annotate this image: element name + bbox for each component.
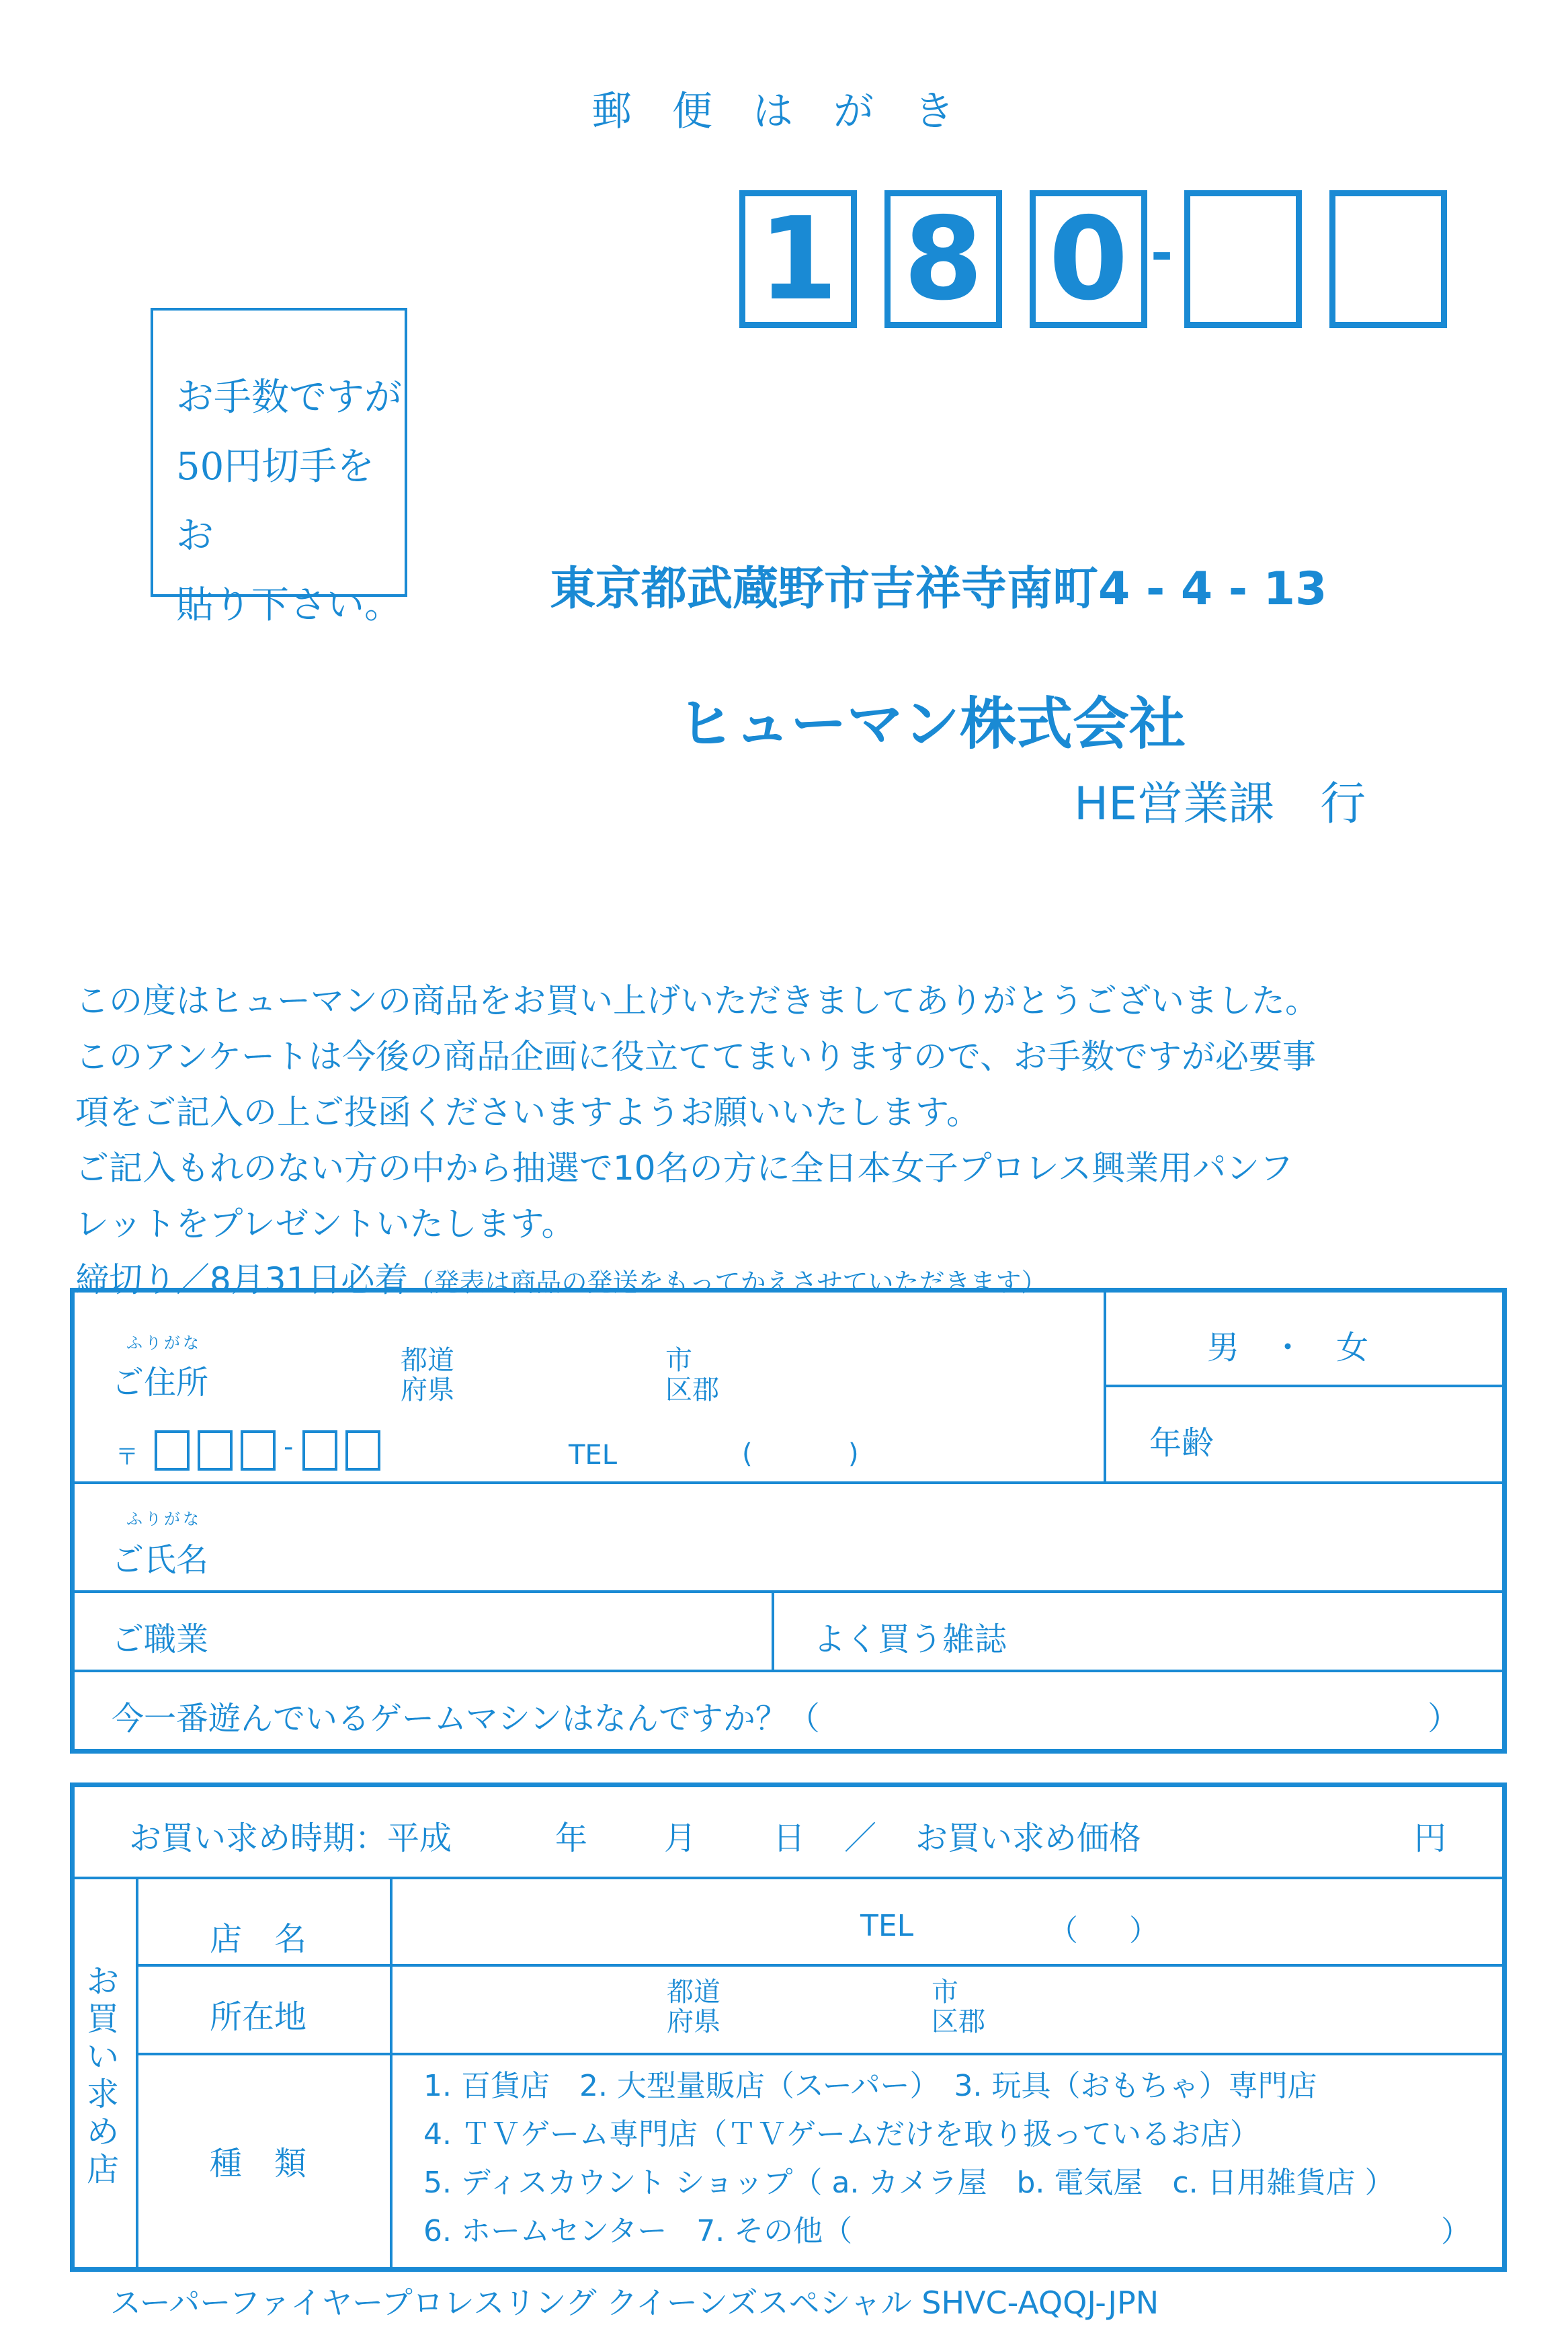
intro-line: ご記入もれのない方の中から抽選で10名の方に全日本女子プロレス興業用パンフ bbox=[75, 1149, 1294, 1188]
zip-digit-box: 0 bbox=[1030, 190, 1147, 328]
stamp-note-line: 貼り下さい。 bbox=[176, 583, 402, 627]
zip-dash: - bbox=[1151, 222, 1173, 284]
name-label[interactable]: ご氏名 bbox=[112, 1541, 209, 1579]
divider bbox=[772, 1590, 774, 1671]
postal-code-box[interactable] bbox=[155, 1430, 190, 1471]
title-char: き bbox=[914, 88, 954, 135]
purchase-date-label: お買い求め時期：平成 bbox=[129, 1819, 452, 1857]
age-label[interactable]: 年齢 bbox=[1149, 1424, 1214, 1462]
year-label[interactable]: 年 bbox=[555, 1819, 588, 1857]
deadline: 締切り／8月31日必着 bbox=[75, 1260, 409, 1299]
store-type-option[interactable]: 4. ＴＶゲーム専門店（ＴＶゲームだけを取り扱っているお店） bbox=[423, 2117, 1260, 2152]
zip-empty-box[interactable] bbox=[1329, 190, 1447, 328]
divider bbox=[70, 1481, 1507, 1484]
tel-label: TEL bbox=[860, 1909, 914, 1943]
job-label[interactable]: ご職業 bbox=[112, 1621, 209, 1658]
recipient-address: 東京都武蔵野市吉祥寺南町4 - 4 - 13 bbox=[550, 563, 1327, 616]
title-char: が bbox=[833, 88, 874, 135]
store-side-char: め bbox=[86, 2113, 119, 2151]
stamp-note-line: お手数ですが bbox=[176, 376, 402, 419]
recipient-company: ヒューマン株式会社 bbox=[677, 691, 1186, 757]
divider bbox=[136, 1877, 138, 2272]
pref-label-line: 府県 bbox=[667, 2006, 720, 2037]
yen-label[interactable]: 円 bbox=[1414, 1819, 1447, 1857]
pref-label-line: 府県 bbox=[401, 1375, 454, 1405]
day-label[interactable]: 日 bbox=[773, 1819, 806, 1857]
city-label-line: 区郡 bbox=[665, 1375, 719, 1405]
gender-options[interactable]: 男 ・ 女 bbox=[1207, 1329, 1369, 1366]
city-label-line: 市 bbox=[665, 1345, 692, 1376]
prefecture-label bbox=[667, 1977, 720, 2037]
intro-text bbox=[75, 973, 1319, 1311]
deadline-note: （発表は商品の発送をもってかえさせていただきます） bbox=[408, 1268, 1047, 1297]
purchase-price-label: お買い求め価格 bbox=[915, 1819, 1142, 1857]
divider bbox=[70, 1590, 1507, 1593]
city-label-line: 区郡 bbox=[932, 2006, 985, 2037]
zip-empty-box[interactable] bbox=[1184, 190, 1302, 328]
store-side-char: い bbox=[86, 2038, 119, 2076]
store-side-char: 店 bbox=[86, 2151, 119, 2188]
recipient-department: HE営業課 行 bbox=[1074, 778, 1366, 831]
pref-label-line: 都道 bbox=[401, 1345, 454, 1376]
prefecture-label bbox=[401, 1346, 454, 1405]
store-type-option[interactable]: 5. ディスカウント ショップ（ a. カメラ屋 b. 電気屋 c. 日用雑貨店 ） bbox=[423, 2166, 1395, 2200]
store-type-option[interactable]: 1. 百貨店 2. 大型量販店（スーパー） 3. 玩具（おもちゃ）専門店 bbox=[423, 2069, 1317, 2103]
store-type-label: 種 類 bbox=[210, 2145, 307, 2182]
stamp-area bbox=[151, 308, 407, 627]
game-machine-paren-close: ） bbox=[1428, 1700, 1460, 1737]
divider bbox=[70, 1670, 1507, 1672]
zip-digit-box: 8 bbox=[884, 190, 1002, 328]
title-char: 郵 bbox=[591, 88, 632, 135]
store-side-char: 買 bbox=[86, 2000, 119, 2038]
divider bbox=[70, 1877, 1507, 1879]
divider bbox=[390, 1877, 393, 2272]
shop-name-label[interactable]: 店 名 bbox=[210, 1920, 307, 1958]
furigana-label: ふりがな bbox=[126, 1510, 202, 1528]
postcard-title bbox=[591, 79, 995, 137]
store-type-options bbox=[423, 2062, 1395, 2256]
postal-mark: 〒 bbox=[116, 1444, 138, 1471]
game-machine-question[interactable]: 今一番遊んでいるゲームマシンはなんですか？（ bbox=[112, 1700, 820, 1737]
city-label bbox=[665, 1346, 719, 1405]
store-side-char: お bbox=[86, 1963, 119, 2000]
postal-code-box[interactable] bbox=[241, 1430, 276, 1471]
slash: ／ bbox=[844, 1819, 877, 1857]
magazine-label[interactable]: よく買う雑誌 bbox=[813, 1621, 1007, 1658]
tel-paren-open: （ bbox=[1048, 1914, 1078, 1948]
divider bbox=[136, 1964, 1507, 1967]
postal-dash: - bbox=[284, 1432, 294, 1463]
product-footer: スーパーファイヤープロレスリング クイーンズスペシャル SHVC-AQQJ-JPN bbox=[110, 2285, 1159, 2321]
location-label[interactable]: 所在地 bbox=[210, 1998, 307, 2036]
city-label-line: 市 bbox=[932, 1977, 958, 2008]
intro-line: この度はヒューマンの商品をお買い上げいただきましてありがとうございました。 bbox=[75, 981, 1319, 1020]
month-label[interactable]: 月 bbox=[664, 1819, 697, 1857]
intro-line: このアンケートは今後の商品企画に役立ててまいりますので、お手数ですが必要事 bbox=[75, 1037, 1316, 1076]
store-side-label bbox=[86, 1963, 120, 2188]
tel-paren-open: ( bbox=[742, 1438, 753, 1469]
stamp-note-line: 50円切手をお bbox=[176, 445, 375, 558]
postal-code-box[interactable] bbox=[198, 1430, 233, 1471]
divider bbox=[1104, 1385, 1507, 1387]
city-label bbox=[932, 1977, 985, 2037]
intro-line: 項をご記入の上ご投函くださいますようお願いいたします。 bbox=[75, 1093, 980, 1132]
address-label[interactable]: ご住所 bbox=[112, 1364, 209, 1401]
title-char: 便 bbox=[672, 88, 712, 135]
postal-code-box[interactable] bbox=[302, 1430, 337, 1471]
store-side-char: 求 bbox=[86, 2076, 119, 2113]
postal-code-box[interactable] bbox=[345, 1430, 380, 1471]
other-paren-close: ） bbox=[1441, 2215, 1471, 2249]
tel-paren-close: ） bbox=[1129, 1914, 1159, 1948]
store-type-option[interactable]: 6. ホームセンター 7. その他（ bbox=[423, 2214, 853, 2248]
intro-line: レットをプレゼントいたします。 bbox=[75, 1204, 575, 1243]
tel-paren-close: ) bbox=[848, 1438, 859, 1469]
divider bbox=[136, 2053, 1507, 2055]
pref-label-line: 都道 bbox=[667, 1977, 720, 2008]
title-char: は bbox=[753, 88, 793, 135]
tel-label: TEL bbox=[569, 1440, 617, 1471]
furigana-label: ふりがな bbox=[126, 1334, 202, 1352]
zip-digit-box: 1 bbox=[739, 190, 857, 328]
